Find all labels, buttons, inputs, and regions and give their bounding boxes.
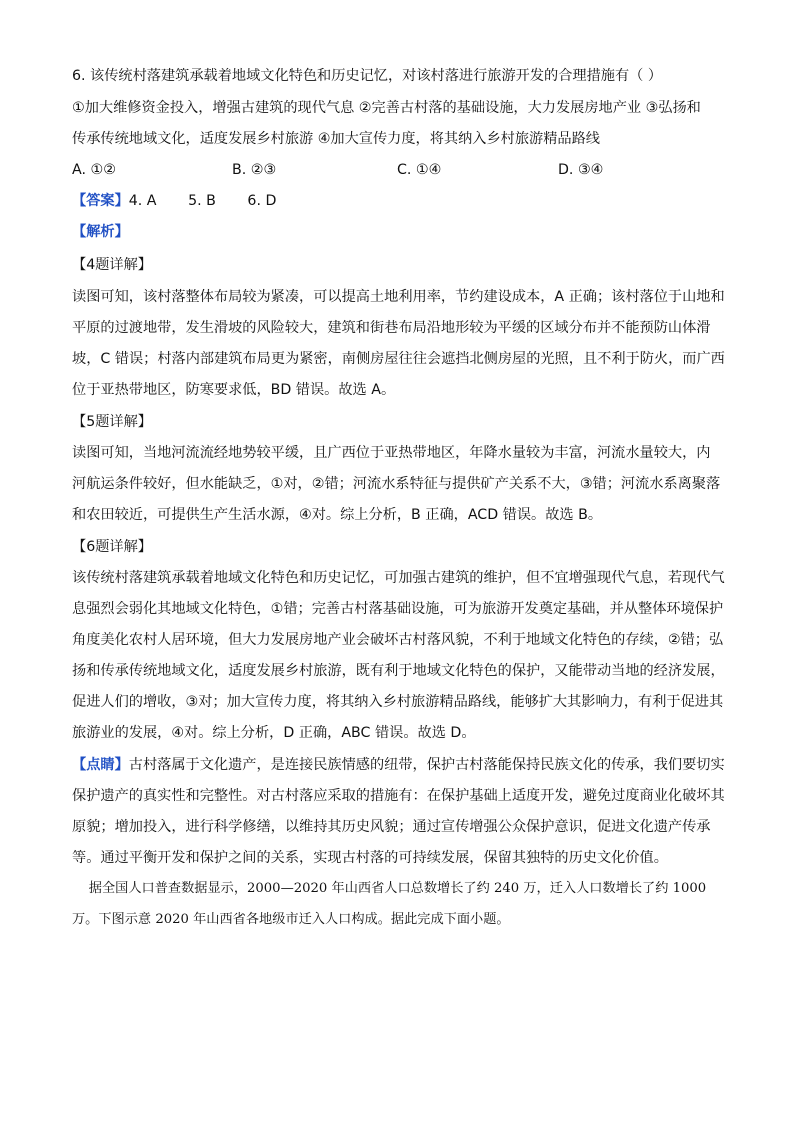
question-6-stem: 6. 该传统村落建筑承载着地域文化特色和历史记忆，对该村落进行旅游开发的合理措施有（ ） bbox=[72, 68, 663, 84]
q5-line-2: 河航运条件较好，但水能缺乏，①对，②错；河流水系特征与提供矿产关系不大，③错；河流水系离聚落 bbox=[72, 476, 721, 492]
answer-label: 【答案】 bbox=[72, 193, 129, 209]
q6-detail-line-3: 角度美化农村人居环境，但大力发展房地产业会破坏古村落风貌，不利于地域文化特色的存续，②错；弘 bbox=[72, 632, 724, 648]
q4-line-2: 平原的过渡地带，发生滑坡的风险较大，建筑和街巷布局沿地形较为平缓的区域分布并不能预防山体滑 bbox=[72, 320, 711, 336]
tip-label: 【点睛】 bbox=[72, 757, 129, 773]
material-line-1: 据全国人口普查数据显示，2000—2020 年山西省人口总数增长了约 240 万，迁入人口数增长了约 1000 bbox=[72, 881, 707, 896]
q4-heading: 【4题详解】 bbox=[72, 257, 152, 273]
option-c: C. ①④ bbox=[397, 162, 442, 178]
tip-line-2: 保护遗产的真实性和完整性。对古村落应采取的措施有：在保护基础上适度开发，避免过度商业化破坏其 bbox=[72, 788, 725, 804]
option-b: B. ②③ bbox=[232, 162, 277, 178]
q6-detail-line-6: 旅游业的发展，④对。综上分析，D 正确，ABC 错误。故选 D。 bbox=[72, 725, 476, 741]
q6-detail-line-1: 该传统村落建筑承载着地域文化特色和历史记忆，可加强古建筑的维护，但不宜增强现代气息，若现代气 bbox=[72, 570, 725, 586]
q5-heading: 【5题详解】 bbox=[72, 414, 152, 430]
question-6-statements-line-2: 传承传统地域文化，适度发展乡村旅游 ④加大宣传力度，将其纳入乡村旅游精品路线 bbox=[72, 131, 600, 147]
q4-line-4: 位于亚热带地区，防寒要求低，BD 错误。故选 A。 bbox=[72, 382, 396, 398]
tip-line-1: 古村落属于文化遗产，是连接民族情感的纽带，保护古村落能保持民族文化的传承，我们要切实 bbox=[128, 757, 725, 773]
q4-line-3: 坡，C 错误；村落内部建筑布局更为紧密，南侧房屋往往会遮挡北侧房屋的光照，且不利于防火，而广西 bbox=[72, 351, 725, 367]
answer-row bbox=[72, 191, 724, 211]
q6-detail-heading: 【6题详解】 bbox=[72, 539, 152, 555]
question-6-statements-line-1: ①加大维修资金投入，增强古建筑的现代气息 ②完善古村落的基础设施，大力发展房地产业 ③弘扬和 bbox=[72, 100, 701, 116]
q6-detail-line-5: 促进人们的增收，③对；加大宣传力度，将其纳入乡村旅游精品路线，能够扩大其影响力，有利于促进其 bbox=[72, 694, 724, 710]
q5-line-3: 和农田较近，可提供生产生活水源，④对。综上分析，B 正确，ACD 错误。故选 B。 bbox=[72, 507, 603, 523]
material-line-2: 万。下图示意 2020 年山西省各地级市迁入人口构成。据此完成下面小题。 bbox=[72, 912, 510, 927]
answer-text: 4. A 5. B 6. D bbox=[128, 193, 277, 209]
q5-line-1: 读图可知，当地河流流经地势较平缓，且广西位于亚热带地区，年降水量较为丰富，河流水量较大，内 bbox=[72, 445, 711, 461]
tip-row bbox=[72, 755, 724, 775]
q6-detail-line-4: 扬和传承传统地域文化，适度发展乡村旅游，既有利于地域文化特色的保护，又能带动当地的经济发展， bbox=[72, 663, 725, 679]
q4-line-1: 读图可知，该村落整体布局较为紧凑，可以提高土地利用率，节约建设成本，A 正确；该村落位于山地和 bbox=[72, 289, 725, 305]
tip-line-4: 等。通过平衡开发和保护之间的关系，实现古村落的可持续发展，保留其独特的历史文化价值。 bbox=[72, 850, 668, 866]
analysis-label: 【解析】 bbox=[72, 224, 129, 240]
option-d: D. ③④ bbox=[558, 162, 604, 178]
q6-detail-line-2: 息强烈会弱化其地域文化特色，①错；完善古村落基础设施，可为旅游开发奠定基础，并从整体环境保护 bbox=[72, 601, 724, 617]
tip-line-3: 原貌；增加投入，进行科学修缮，以维持其历史风貌；通过宣传增强公众保护意识，促进文化遗产传承 bbox=[72, 819, 711, 835]
option-a: A. ①② bbox=[72, 162, 116, 178]
